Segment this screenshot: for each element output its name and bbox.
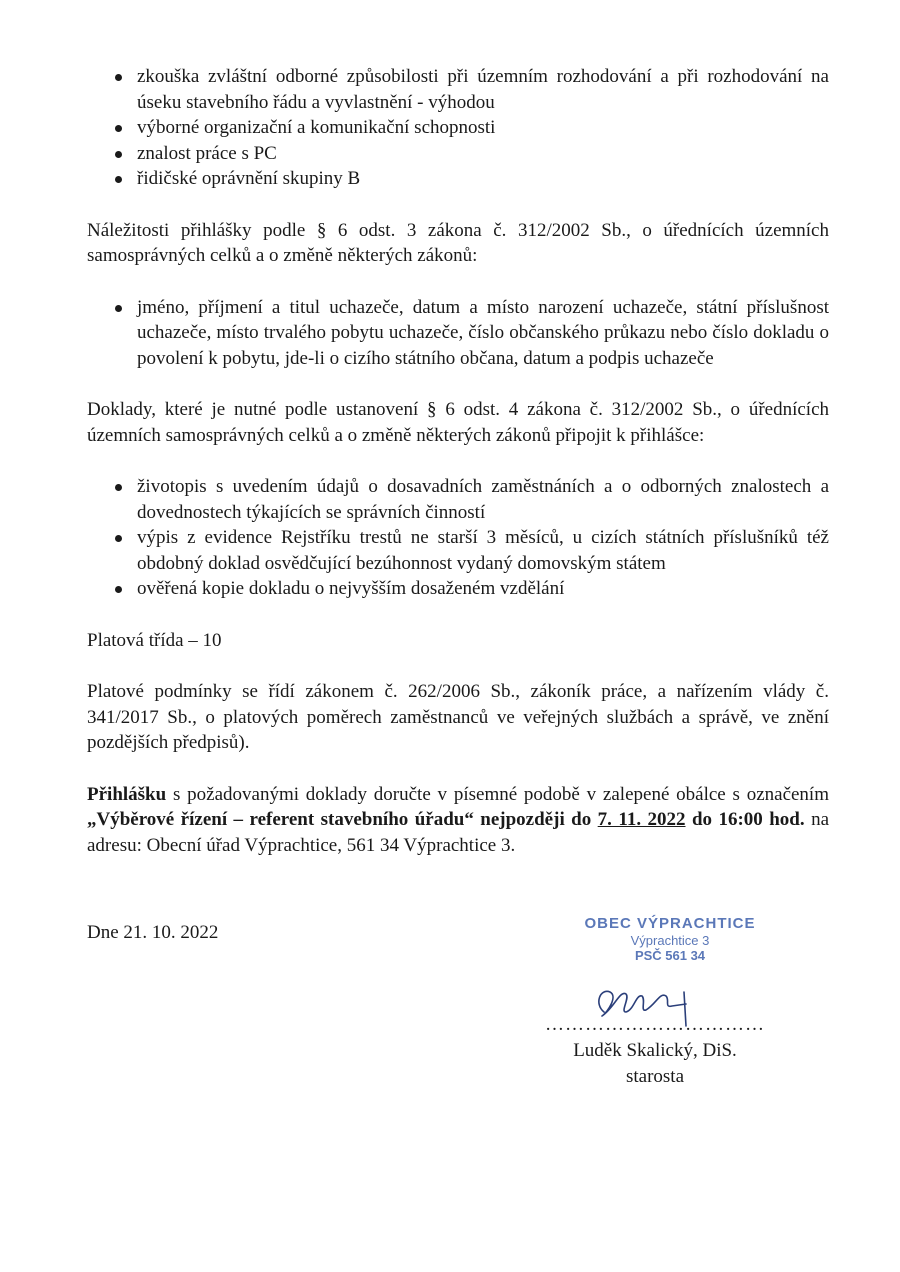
list-item: jméno, příjmení a titul uchazeče, datum a místo narození uchazeče, státní příslušnost uchazeče, místo trvalého pobytu uchazeče, číslo občanského průkazu nebo číslo dokladu o povolení k pobytu, jde-li o cizího státního občana, datum a podpis uchazeče <box>137 295 829 372</box>
qualification-list <box>87 64 829 192</box>
list-item: řidičské oprávnění skupiny B <box>137 166 829 192</box>
list-item: výborné organizační a komunikační schopnosti <box>137 115 829 141</box>
stamp-line-1: OBEC VÝPRACHTICE <box>584 915 756 932</box>
list-item: ověřená kopie dokladu o nejvyšším dosaženém vzdělání <box>137 576 829 602</box>
list-item: zkouška zvláštní odborné způsobilosti při územním rozhodování a při rozhodování na úseku stavebního řádu a vyvlastnění - výhodou <box>137 64 829 115</box>
requirements-heading: Náležitosti přihlášky podle § 6 odst. 3 zákona č. 312/2002 Sb., o úřednících územních samosprávných celků a o změně některých zákonů: <box>87 219 829 266</box>
list-item: výpis z evidence Rejstříku trestů ne starší 3 měsíců, u cizích státních příslušníků též obdobný doklad osvědčující bezúhonnost vydaný domovským státem <box>137 525 829 576</box>
application-paragraph <box>87 782 829 859</box>
official-stamp <box>540 915 800 963</box>
salary-class: Platová třída – 10 <box>87 629 222 651</box>
deadline-date: 7. 11. 2022 <box>597 809 686 830</box>
signatory-title: starosta <box>625 1066 685 1087</box>
signature-line: …………………………… <box>545 1014 765 1035</box>
signature-block <box>520 1012 790 1090</box>
application-address: na adresu: Obecní úřad Výprachtice, 561 34 Výprachtice 3. <box>87 809 830 856</box>
document-body <box>87 64 829 858</box>
issue-date: Dne 21. 10. 2022 <box>87 922 219 943</box>
stamp-line-2: Výprachtice 3 <box>630 933 710 948</box>
list-item: životopis s uvedením údajů o dosavadních zaměstnáních a o odborných znalostech a dovednostech týkajících se správních činností <box>137 474 829 525</box>
deadline-time: do 16:00 hod. <box>685 809 805 830</box>
application-label: „Výběrové řízení – referent stavebního úřadu“ nejpozději do <box>87 809 598 830</box>
list-item: znalost práce s PC <box>137 141 829 167</box>
application-word: Přihlášku <box>87 783 167 805</box>
signatory-name: Luděk Skalický, DiS. <box>573 1040 737 1061</box>
stamp-line-3: PSČ 561 34 <box>634 948 706 963</box>
documents-list <box>87 474 829 602</box>
documents-heading: Doklady, které je nutné podle ustanovení § 6 odst. 4 zákona č. 312/2002 Sb., o úřednících územních samosprávných celků a o změně některých zákonů připojit k přihlášce: <box>87 399 829 446</box>
requirements-list <box>87 295 829 372</box>
salary-conditions: Platové podmínky se řídí zákonem č. 262/2006 Sb., zákoník práce, a nařízením vlády č. 341/2017 Sb., o platových poměrech zaměstnanců ve veřejných službách a správě, ve znění pozdějších předpisů). <box>87 681 829 753</box>
application-text: s požadovanými doklady doručte v písemné podobě v zalepené obálce s označením <box>166 783 829 805</box>
